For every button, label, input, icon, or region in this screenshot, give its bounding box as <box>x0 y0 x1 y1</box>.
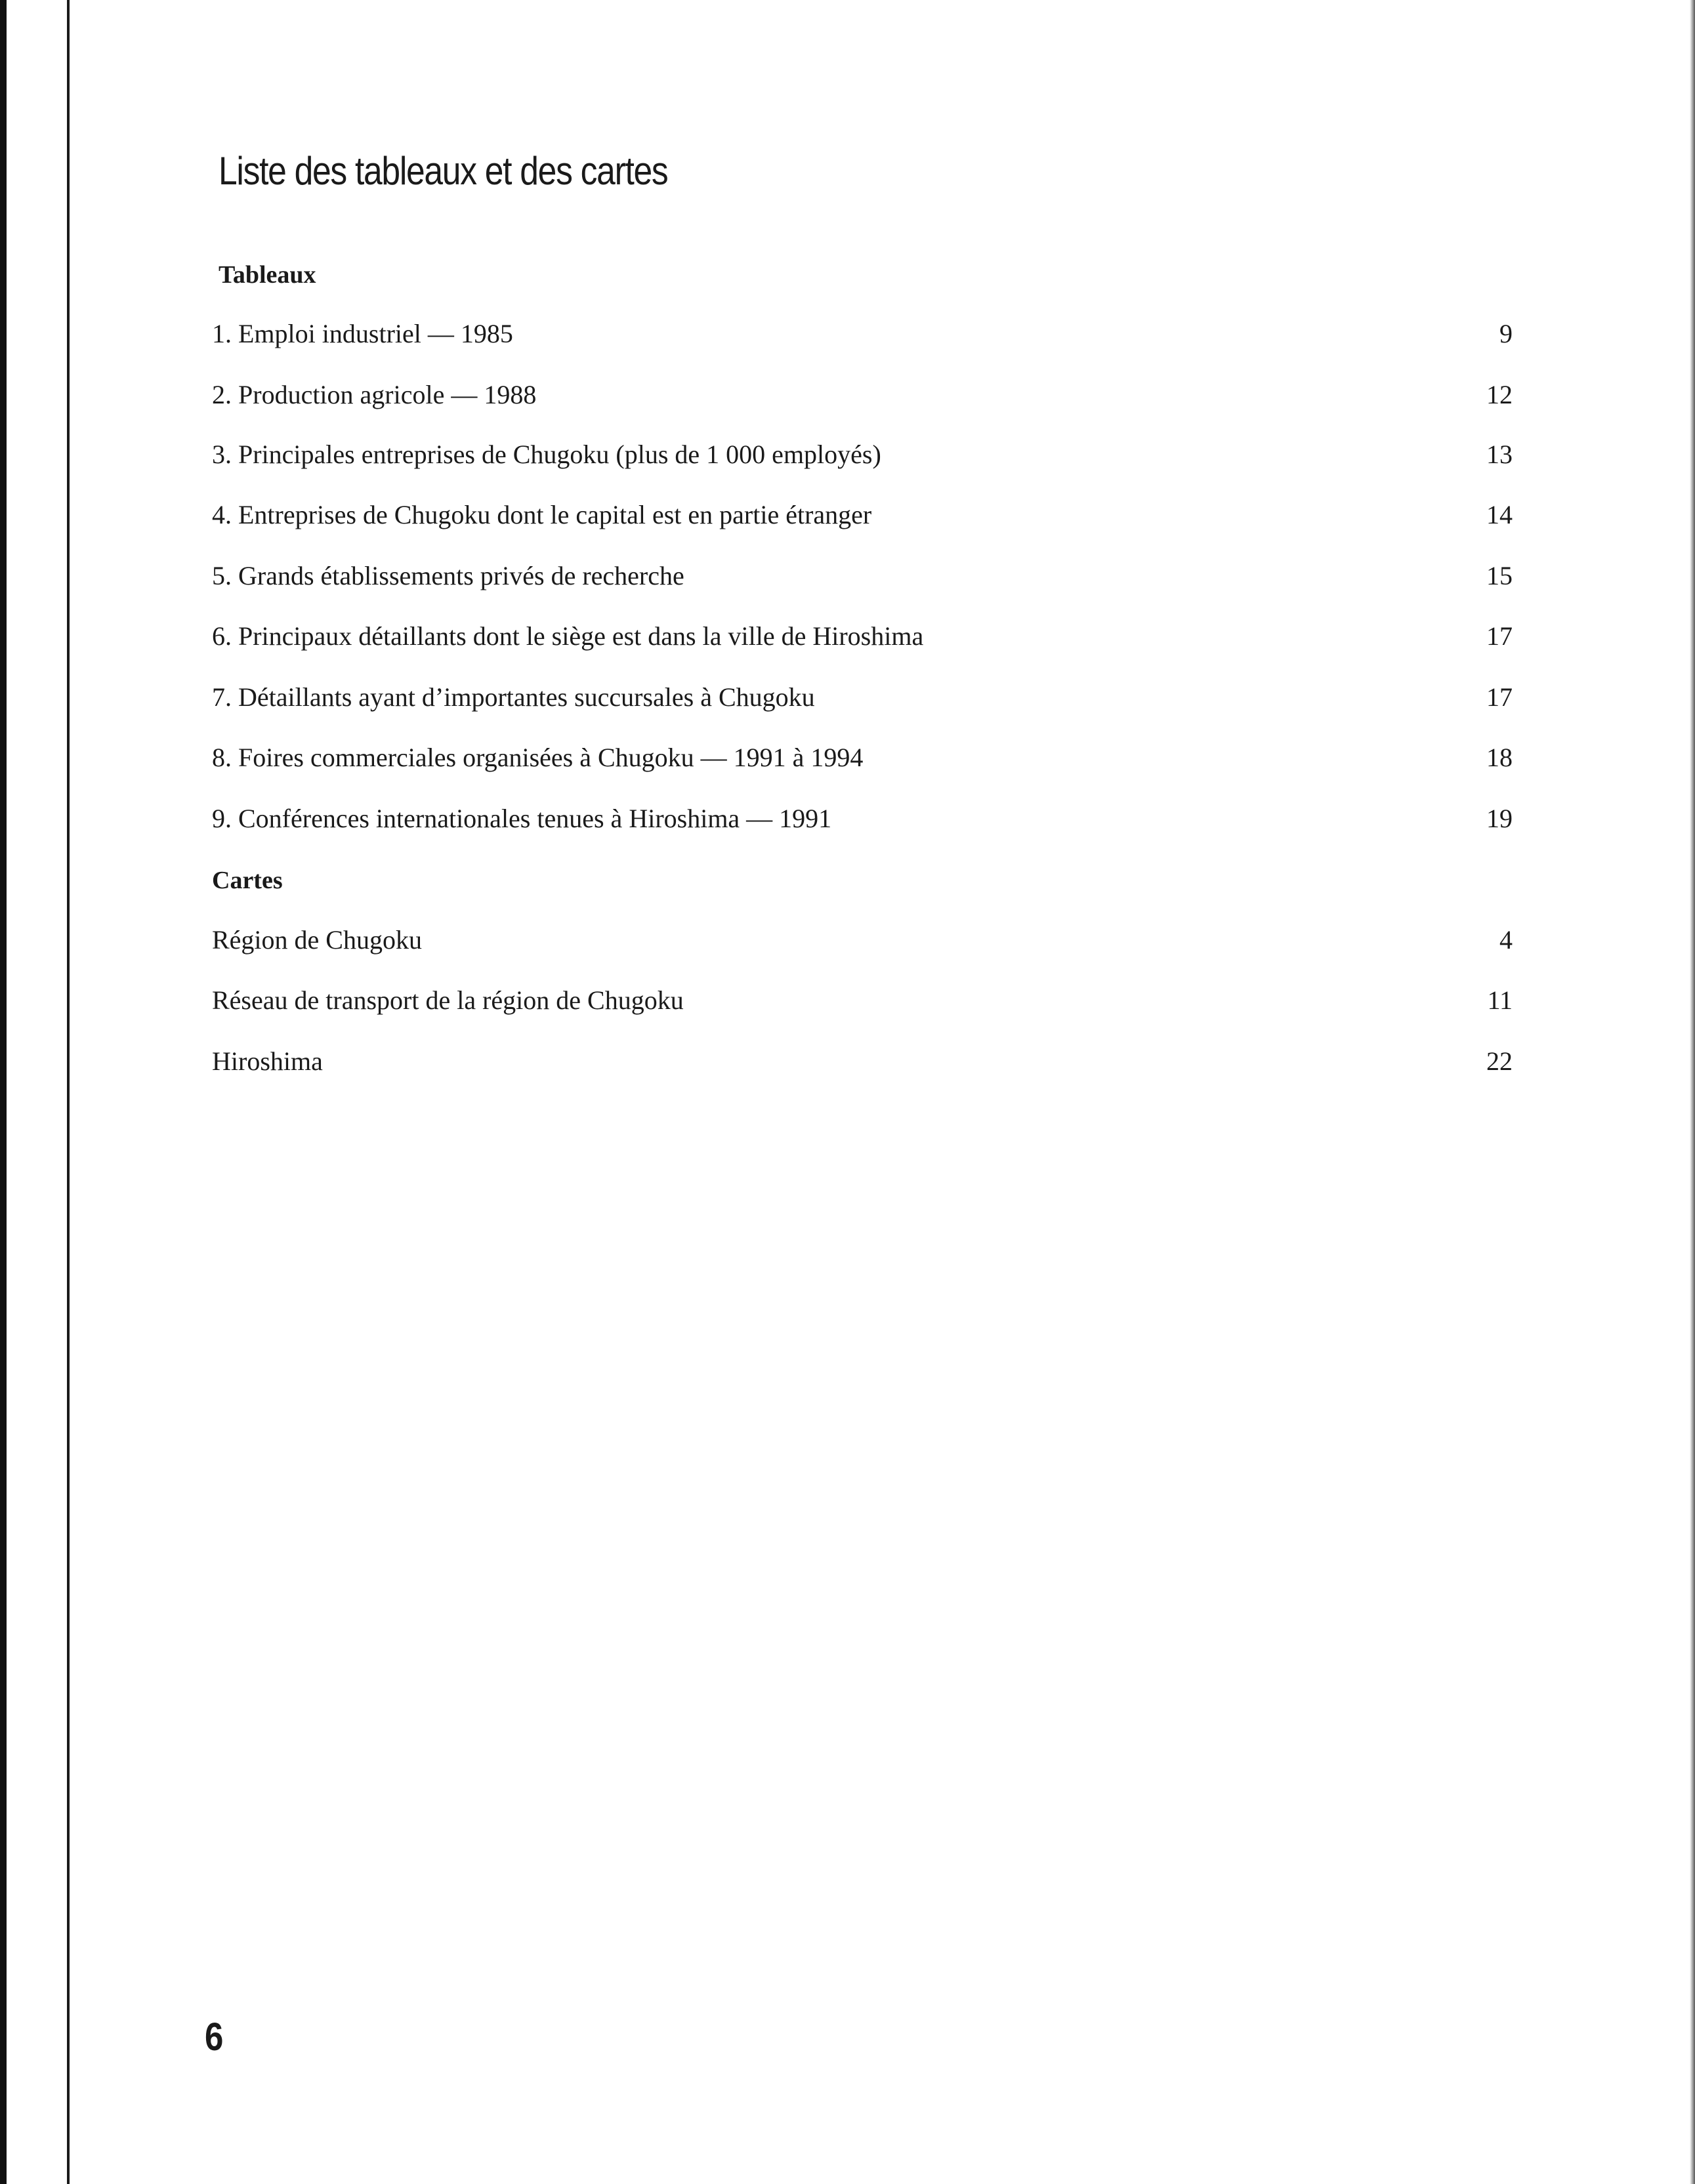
toc-entry-page: 11 <box>1487 985 1513 1015</box>
toc-entry-page: 14 <box>1486 500 1513 529</box>
toc-entry-label: 9. Conférences internationales tenues à Hiroshima — 1991 <box>212 804 832 833</box>
toc-entry-page: 18 <box>1486 743 1513 772</box>
left-margin-rule <box>67 0 70 2184</box>
toc-entry <box>212 738 1513 777</box>
toc-entry-page: 4 <box>1499 925 1513 955</box>
scan-left-edge <box>0 0 7 2184</box>
scan-right-edge <box>1690 0 1695 2184</box>
toc-entry-label: 3. Principales entreprises de Chugoku (plus de 1 000 employés) <box>212 440 881 469</box>
toc-entry <box>212 314 1513 354</box>
toc-entry <box>212 375 1513 415</box>
toc-entry-label: 4. Entreprises de Chugoku dont le capital est en partie étranger <box>212 500 872 529</box>
toc-entry-label: 6. Principaux détaillants dont le siège est dans la ville de Hiroshima <box>212 621 924 651</box>
toc-entry-label: Hiroshima <box>212 1046 323 1076</box>
section-heading-tableaux: Tableaux <box>219 261 316 289</box>
toc-entry-page: 9 <box>1499 319 1513 348</box>
toc-entry-label: 2. Production agricole — 1988 <box>212 380 537 409</box>
toc-entry <box>212 1042 1513 1081</box>
toc-entry <box>212 556 1513 596</box>
toc-entry-page: 15 <box>1486 561 1513 590</box>
toc-entry-page: 17 <box>1486 682 1513 712</box>
toc-entry-label: 7. Détaillants ayant d’importantes succursales à Chugoku <box>212 682 815 712</box>
toc-entry-label: 5. Grands établissements privés de recherche <box>212 561 684 590</box>
toc-entry <box>212 678 1513 717</box>
toc-entry-page: 12 <box>1486 380 1513 409</box>
toc-entry-page: 22 <box>1486 1046 1513 1076</box>
toc-entry-label: Réseau de transport de la région de Chugoku <box>212 985 684 1015</box>
toc-entry-label: Région de Chugoku <box>212 925 422 955</box>
toc-entry-page: 13 <box>1486 440 1513 469</box>
page-title: Liste des tableaux et des cartes <box>219 149 668 193</box>
toc-entry <box>212 495 1513 535</box>
toc-entry-page: 17 <box>1486 621 1513 651</box>
toc-entry <box>212 920 1513 960</box>
toc-entry-label: 8. Foires commerciales organisées à Chugoku — 1991 à 1994 <box>212 743 864 772</box>
toc-entry <box>212 799 1513 838</box>
toc-entry <box>212 617 1513 656</box>
toc-entry-label: 1. Emploi industriel — 1985 <box>212 319 513 348</box>
toc-entry <box>212 981 1513 1020</box>
page-number: 6 <box>205 2015 224 2059</box>
toc-entry <box>212 435 1513 474</box>
section-heading-cartes: Cartes <box>212 867 283 894</box>
toc-entry-page: 19 <box>1486 804 1513 833</box>
